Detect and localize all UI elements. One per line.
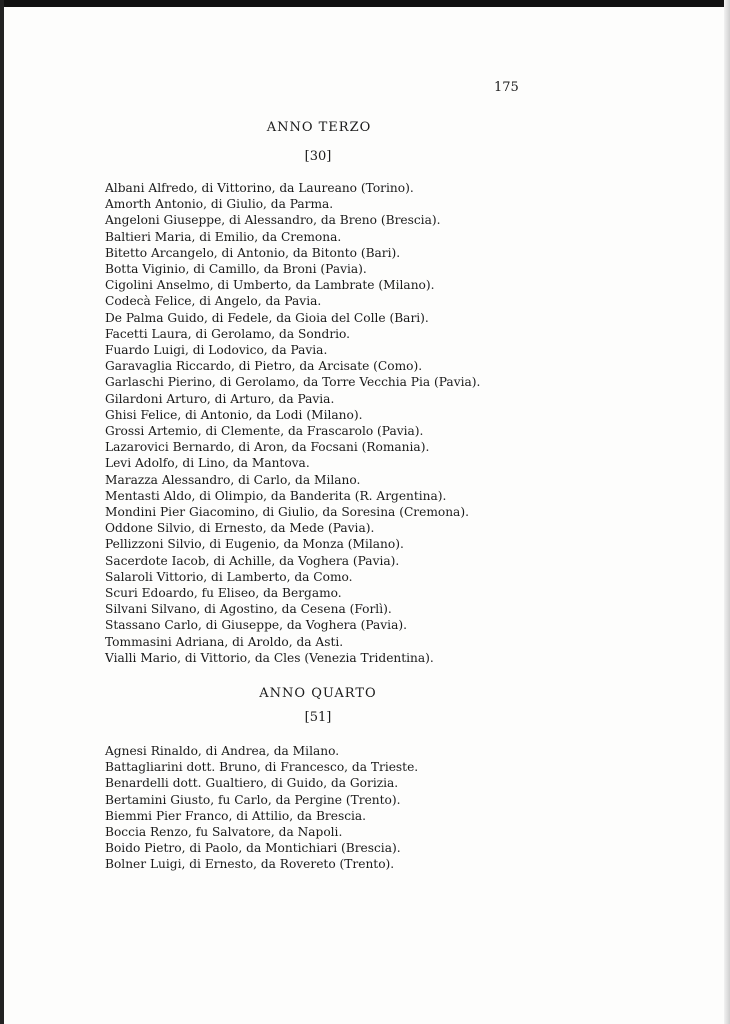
section-title-anno-quarto: ANNO QUARTO: [259, 686, 377, 701]
list-item: Botta Viginio, di Camillo, da Broni (Pavia).: [105, 262, 367, 277]
list-item: Garlaschi Pierino, di Gerolamo, da Torre Vecchia Pia (Pavia).: [105, 375, 481, 390]
list-item: Angeloni Giuseppe, di Alessandro, da Breno (Brescia).: [105, 213, 441, 228]
list-item: Cigolini Anselmo, di Umberto, da Lambrate (Milano).: [105, 278, 435, 293]
list-item: Salaroli Vittorio, di Lamberto, da Como.: [105, 569, 353, 584]
section-count-anno-quarto: [51]: [304, 710, 332, 725]
list-item: Fuardo Luigi, di Lodovico, da Pavia.: [105, 343, 328, 358]
list-item: Benardelli dott. Gualtiero, di Guido, da Gorizia.: [105, 776, 399, 791]
list-item: Facetti Laura, di Gerolamo, da Sondrio.: [105, 326, 351, 341]
section-count-anno-terzo: [30]: [304, 149, 332, 164]
list-item: Marazza Alessandro, di Carlo, da Milano.: [105, 472, 361, 487]
list-item: Sacerdote Iacob, di Achille, da Voghera (Pavia).: [105, 553, 400, 568]
list-item: Stassano Carlo, di Giuseppe, da Voghera (Pavia).: [105, 618, 407, 633]
list-item: Mondini Pier Giacomino, di Giulio, da Soresina (Cremona).: [105, 505, 469, 520]
list-item: Agnesi Rinaldo, di Andrea, da Milano.: [105, 744, 340, 758]
scan-right-edge: [724, 0, 730, 1024]
student-list-anno-terzo: [105, 180, 480, 666]
list-item: Pellizzoni Silvio, di Eugenio, da Monza (Milano).: [105, 537, 404, 552]
section-title-anno-terzo: ANNO TERZO: [266, 120, 372, 135]
list-item: Silvani Silvano, di Agostino, da Cesena (Forlì).: [105, 602, 392, 617]
list-item: Scuri Edoardo, fu Eliseo, da Bergamo.: [105, 586, 342, 601]
list-item: Garavaglia Riccardo, di Pietro, da Arcisate (Como).: [105, 359, 423, 374]
student-list-anno-quarto: [105, 743, 418, 873]
list-item: Bolner Luigi, di Ernesto, da Rovereto (Trento).: [105, 857, 395, 872]
list-item: Boido Pietro, di Paolo, da Montichiari (Brescia).: [105, 841, 401, 856]
list-item: Tommasini Adriana, di Aroldo, da Asti.: [105, 634, 344, 649]
list-item: Codecà Felice, di Angelo, da Pavia.: [105, 294, 322, 309]
scan-top-edge: [0, 0, 730, 7]
list-item: Baltieri Maria, di Emilio, da Cremona.: [105, 229, 342, 244]
list-item: Amorth Antonio, di Giulio, da Parma.: [105, 197, 334, 212]
list-item: Battagliarini dott. Bruno, di Francesco, da Trieste.: [105, 760, 419, 775]
list-item: Grossi Artemio, di Clemente, da Frascarolo (Pavia).: [105, 424, 424, 439]
list-item: De Palma Guido, di Fedele, da Gioia del Colle (Bari).: [105, 310, 429, 325]
list-item: Ghisi Felice, di Antonio, da Lodi (Milano).: [105, 407, 363, 422]
list-item: Levi Adolfo, di Lino, da Mantova.: [105, 456, 310, 471]
list-item: Vialli Mario, di Vittorio, da Cles (Venezia Tridentina).: [105, 650, 434, 665]
list-item: Bertamini Giusto, fu Carlo, da Pergine (Trento).: [105, 792, 401, 807]
list-item: Albani Alfredo, di Vittorino, da Laureano (Torino).: [105, 181, 414, 195]
list-item: Oddone Silvio, di Ernesto, da Mede (Pavia).: [105, 521, 375, 536]
list-item: Bitetto Arcangelo, di Antonio, da Bitonto (Bari).: [105, 245, 401, 260]
list-item: Mentasti Aldo, di Olimpio, da Banderita (R. Argentina).: [105, 488, 447, 503]
list-item: Biemmi Pier Franco, di Attilio, da Brescia.: [105, 808, 367, 823]
page-number: 175: [494, 80, 519, 95]
list-item: Lazarovici Bernardo, di Aron, da Focsani (Romania).: [105, 440, 430, 455]
list-item: Boccia Renzo, fu Salvatore, da Napoli.: [105, 825, 343, 840]
list-item: Gilardoni Arturo, di Arturo, da Pavia.: [105, 391, 335, 406]
